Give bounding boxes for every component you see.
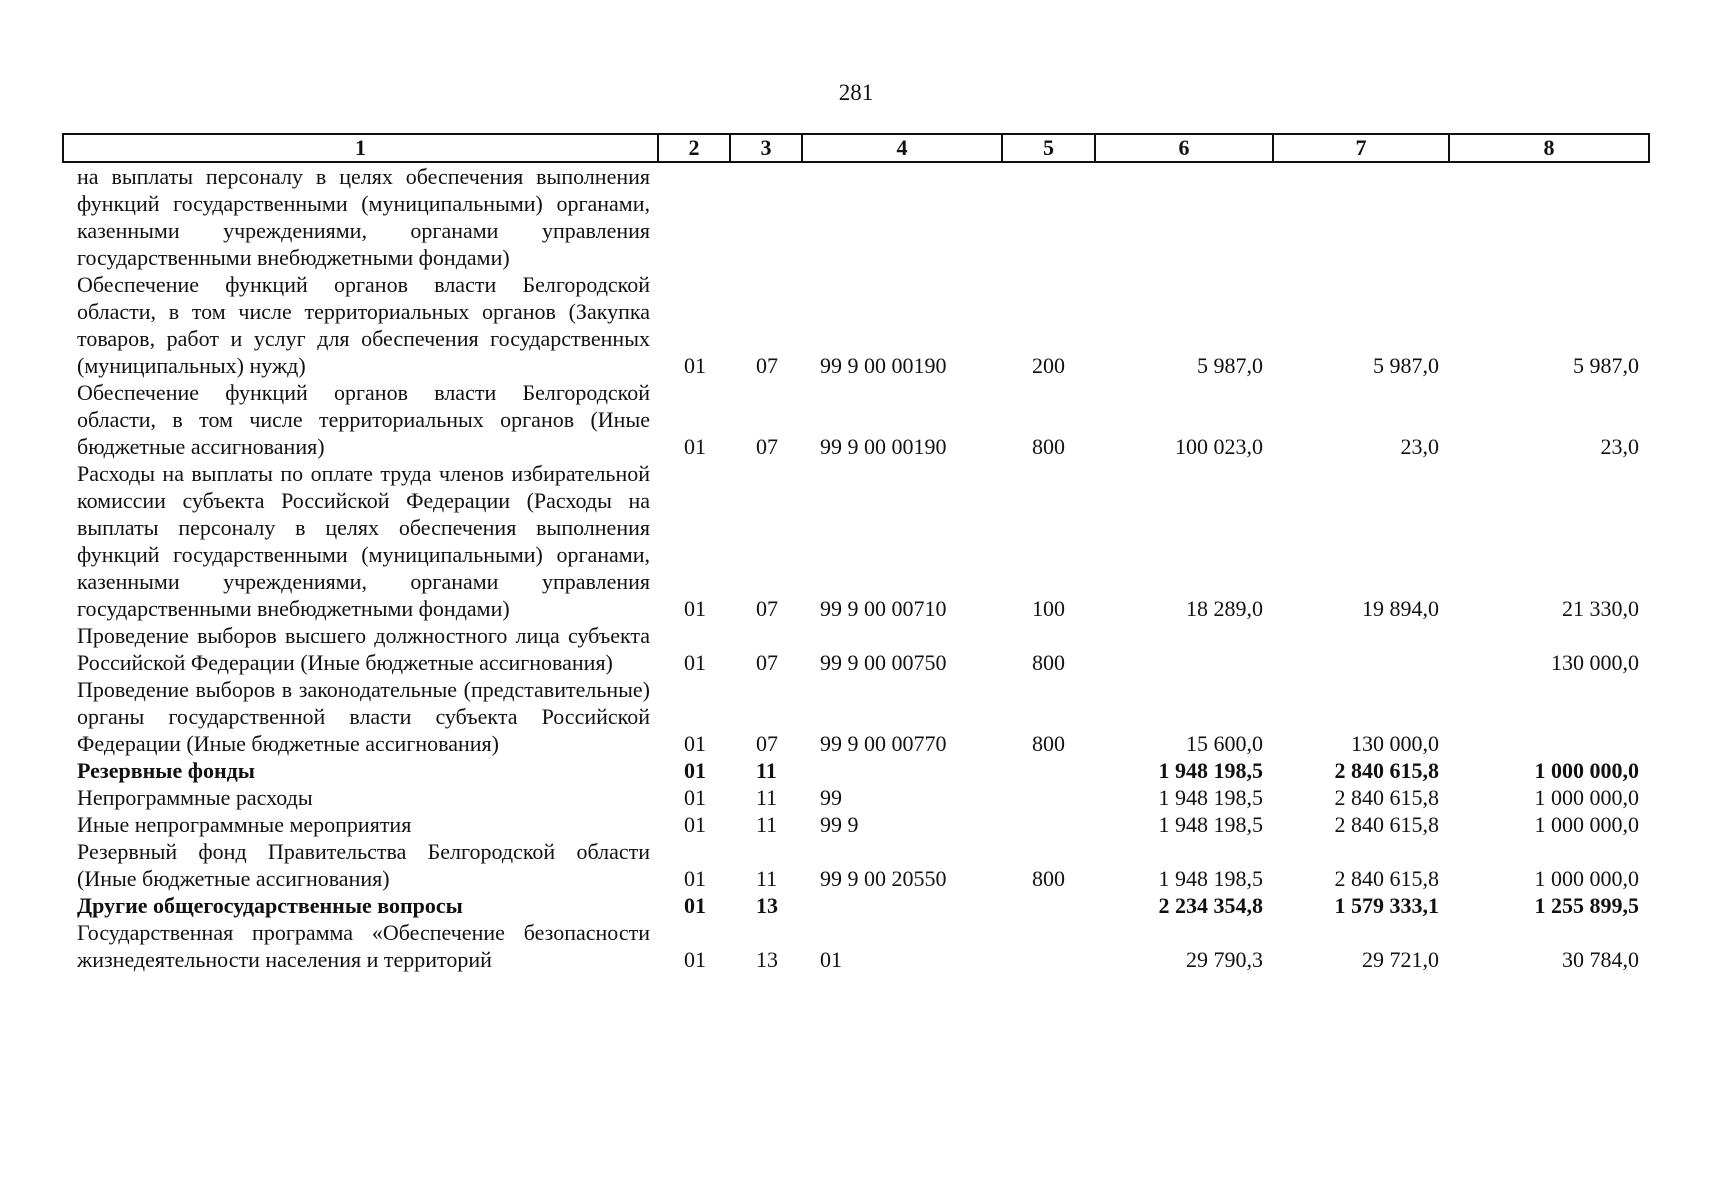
row-description: Обеспечение функций органов власти Белгородской области, в том числе территориальных органов (Иные бюджетные ассигнования): [77, 380, 650, 459]
row-target-article-code: 99 9: [820, 812, 859, 837]
row-expense-type-code: [1002, 162, 1095, 271]
row-section-code: 01: [684, 758, 706, 783]
row-amount-col8: 5 987,0: [1573, 353, 1639, 378]
row-section-code: 01: [684, 434, 706, 459]
page-number: 281: [838, 80, 874, 105]
row-amount-col8: [1449, 676, 1649, 757]
row-expense-type-code: [1002, 919, 1095, 973]
row-subsection-code: 07: [756, 353, 778, 378]
row-amount-col7: 1 579 333,1: [1334, 893, 1439, 918]
table-row: [63, 757, 1649, 784]
row-amount-col8: 21 330,0: [1562, 596, 1639, 621]
row-amount-col6: 2 234 354,8: [1158, 893, 1263, 918]
table-row: [63, 784, 1649, 811]
row-amount-col7: 29 721,0: [1362, 947, 1439, 972]
row-amount-col7: 2 840 615,8: [1334, 785, 1439, 810]
row-expense-type-code: 200: [1032, 353, 1065, 378]
row-subsection-code: 11: [756, 866, 778, 891]
row-amount-col7: [1273, 162, 1449, 271]
row-amount-col8: 1 255 899,5: [1534, 893, 1639, 918]
budget-table: [62, 133, 1650, 973]
column-header-7: 7: [1273, 134, 1449, 162]
table-row: [63, 838, 1649, 892]
column-header-2: 2: [658, 134, 730, 162]
budget-table-container: [62, 133, 1648, 973]
table-row: [63, 676, 1649, 757]
row-subsection-code: 07: [756, 434, 778, 459]
row-section-code: [658, 162, 730, 271]
row-section-code: 01: [684, 650, 706, 675]
row-expense-type-code: 100: [1032, 596, 1065, 621]
row-subsection-code: [730, 162, 802, 271]
row-target-article-code: [802, 162, 1002, 271]
row-section-code: 01: [684, 812, 706, 837]
row-target-article-code: 99 9 00 20550: [820, 866, 947, 891]
table-row: [63, 892, 1649, 919]
row-amount-col7: 23,0: [1400, 434, 1439, 459]
row-section-code: 01: [684, 893, 706, 918]
row-amount-col6: 100 023,0: [1175, 434, 1263, 459]
row-amount-col6: 1 948 198,5: [1158, 866, 1263, 891]
row-expense-type-code: 800: [1032, 731, 1065, 756]
row-amount-col8: [1449, 162, 1649, 271]
row-amount-col7: 5 987,0: [1373, 353, 1439, 378]
row-subsection-code: 11: [756, 812, 778, 837]
row-amount-col6: 1 948 198,5: [1158, 758, 1263, 783]
column-header-8: 8: [1449, 134, 1649, 162]
row-amount-col8: 1 000 000,0: [1534, 812, 1639, 837]
row-section-code: 01: [684, 353, 706, 378]
row-subsection-code: 11: [756, 785, 778, 810]
row-subsection-code: 11: [756, 758, 777, 783]
row-amount-col8: 130 000,0: [1551, 650, 1639, 675]
row-amount-col7: 19 894,0: [1362, 596, 1439, 621]
column-header-4: 4: [802, 134, 1002, 162]
row-expense-type-code: [1002, 892, 1095, 919]
row-section-code: 01: [684, 596, 706, 621]
row-subsection-code: 13: [756, 893, 778, 918]
column-header-1: 1: [63, 134, 658, 162]
row-target-article-code: [802, 892, 1002, 919]
row-expense-type-code: 800: [1032, 866, 1065, 891]
row-description: Обеспечение функций органов власти Белгородской области, в том числе территориальных органов (Закупка товаров, работ и услуг для обеспечения государственных (муниципальных) нужд): [77, 272, 650, 378]
column-header-3: 3: [730, 134, 802, 162]
row-amount-col8: 1 000 000,0: [1534, 785, 1639, 810]
row-amount-col6: [1095, 622, 1273, 676]
column-header-6: 6: [1095, 134, 1273, 162]
row-description: Другие общегосударственные вопросы: [77, 893, 463, 918]
row-subsection-code: 13: [756, 947, 778, 972]
row-description: Непрограммные расходы: [77, 785, 313, 810]
table-row: [63, 162, 1649, 271]
row-description: Проведение выборов высшего должностного лица субъекта Российской Федерации (Иные бюджетные ассигнования): [77, 623, 650, 675]
row-target-article-code: 99: [820, 785, 842, 810]
row-description: Резервный фонд Правительства Белгородской области (Иные бюджетные ассигнования): [77, 839, 650, 891]
row-target-article-code: 99 9 00 00190: [820, 434, 947, 459]
row-expense-type-code: [1002, 784, 1095, 811]
row-amount-col7: 2 840 615,8: [1334, 812, 1439, 837]
row-target-article-code: 99 9 00 00770: [820, 731, 947, 756]
row-amount-col7: [1273, 622, 1449, 676]
row-amount-col7: 130 000,0: [1351, 731, 1439, 756]
row-section-code: 01: [684, 866, 706, 891]
row-amount-col8: 23,0: [1600, 434, 1639, 459]
row-target-article-code: 01: [820, 947, 842, 972]
row-amount-col6: 1 948 198,5: [1158, 812, 1263, 837]
table-row: [63, 271, 1649, 379]
table-row: [63, 919, 1649, 973]
row-amount-col6: 15 600,0: [1186, 731, 1263, 756]
table-row: [63, 811, 1649, 838]
row-amount-col7: 2 840 615,8: [1334, 866, 1439, 891]
row-expense-type-code: 800: [1032, 650, 1065, 675]
row-target-article-code: 99 9 00 00710: [820, 596, 947, 621]
row-description: Государственная программа «Обеспечение безопасности жизнедеятельности населения и территорий: [77, 920, 650, 972]
row-description: Иные непрограммные мероприятия: [77, 812, 412, 837]
header-row: [63, 134, 1649, 162]
row-amount-col8: 1 000 000,0: [1534, 866, 1639, 891]
column-header-5: 5: [1002, 134, 1095, 162]
row-amount-col6: 5 987,0: [1197, 353, 1263, 378]
row-amount-col6: [1095, 162, 1273, 271]
row-amount-col6: 1 948 198,5: [1158, 785, 1263, 810]
row-section-code: 01: [684, 785, 706, 810]
row-subsection-code: 07: [756, 731, 778, 756]
row-amount-col7: 2 840 615,8: [1334, 758, 1439, 783]
table-row: [63, 622, 1649, 676]
row-expense-type-code: 800: [1032, 434, 1065, 459]
row-target-article-code: 99 9 00 00190: [820, 353, 947, 378]
row-description: Резервные фонды: [77, 758, 255, 783]
row-amount-col6: 18 289,0: [1186, 596, 1263, 621]
row-section-code: 01: [684, 731, 706, 756]
row-expense-type-code: [1002, 811, 1095, 838]
row-subsection-code: 07: [756, 650, 778, 675]
table-body: [63, 162, 1649, 973]
row-section-code: 01: [684, 947, 706, 972]
row-description: Расходы на выплаты по оплате труда членов избирательной комиссии субъекта Российской Федерации (Расходы на выплаты персоналу в целях обеспечения выполнения функций государственными (муниципальными) органами, казенными учреждениями, органами управления государственными внебюджетными фондами): [77, 461, 650, 621]
row-subsection-code: 07: [756, 596, 778, 621]
table-row: [63, 460, 1649, 622]
row-description: на выплаты персоналу в целях обеспечения выполнения функций государственными (муниципальными) органами, казенными учреждениями, органами управления государственными внебюджетными фондами): [77, 164, 650, 270]
row-amount-col8: 1 000 000,0: [1534, 758, 1639, 783]
row-target-article-code: [802, 757, 1002, 784]
table-header: [63, 134, 1649, 162]
row-amount-col6: 29 790,3: [1186, 947, 1263, 972]
row-description: Проведение выборов в законодательные (представительные) органы государственной власти субъекта Российской Федерации (Иные бюджетные ассигнования): [77, 677, 650, 756]
row-amount-col8: 30 784,0: [1562, 947, 1639, 972]
row-target-article-code: 99 9 00 00750: [820, 650, 947, 675]
table-row: [63, 379, 1649, 460]
row-expense-type-code: [1002, 757, 1095, 784]
